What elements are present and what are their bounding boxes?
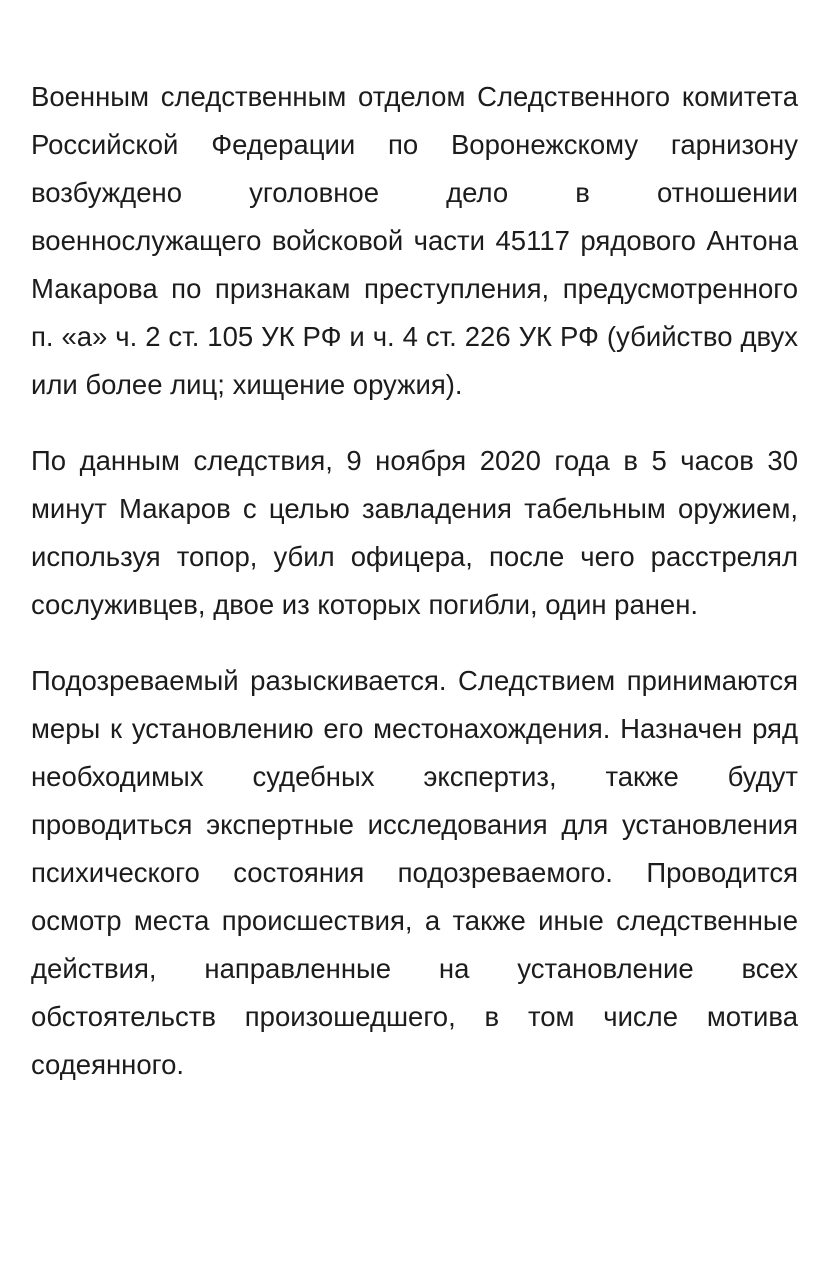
article-paragraph: По данным следствия, 9 ноября 2020 года в 5 часов 30 минут Макаров с целью завладения табельным оружием, используя топор, убил офицера, после чего расстрелял сослуживцев, двое из которых погибли, один ранен. bbox=[31, 445, 798, 620]
article-paragraph: Военным следственным отделом Следственного комитета Российской Федерации по Воронежскому гарнизону возбуждено уголовное дело в отношении военнослужащего войсковой части 45117 рядового Антона Макарова по признакам преступления, предусмотренного п. «а» ч. 2 ст. 105 УК РФ и ч. 4 ст. 226 УК РФ (убийство двух или более лиц; хищение оружия). bbox=[31, 81, 798, 400]
article-body bbox=[31, 73, 798, 1117]
article-paragraph: Подозреваемый разыскивается. Следствием принимаются меры к установлению его местонахождения. Назначен ряд необходимых судебных экспертиз, также будут проводиться экспертные исследования для установления психического состояния подозреваемого. Проводится осмотр места происшествия, а также иные следственные действия, направленные на установление всех обстоятельств произошедшего, в том числе мотива содеянного. bbox=[31, 665, 798, 1080]
